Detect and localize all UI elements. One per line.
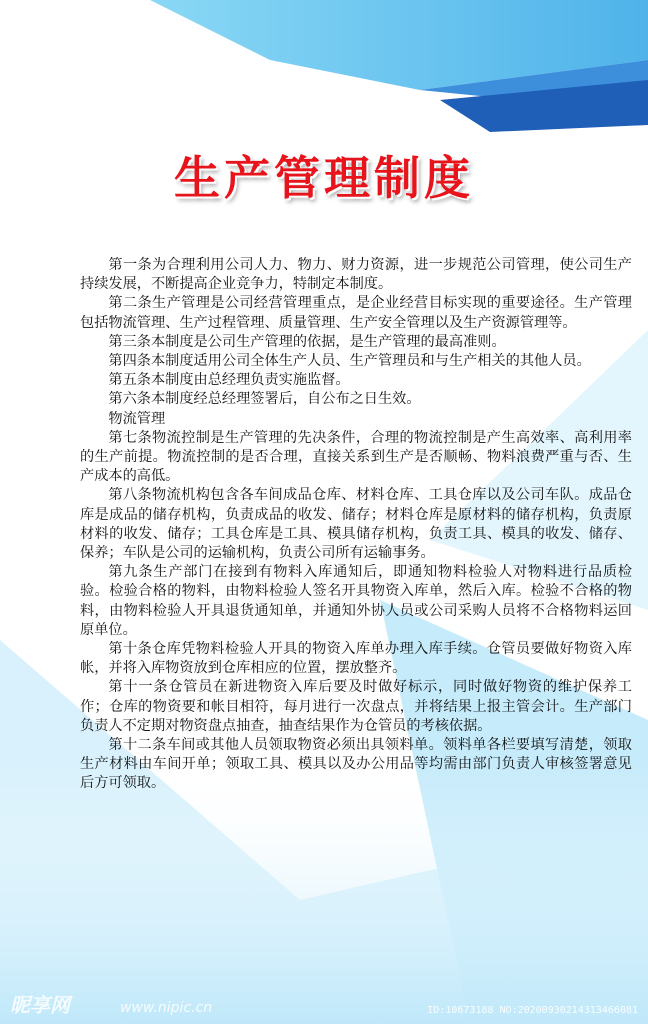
article-7: 第七条物流控制是生产管理的先决条件，合理的物流控制是产生高效率、高利用率的生产前提。物流控制的是否合理，直接关系到生产是否顺畅、物料浪费严重与否、生产成本的高低。 [80, 429, 632, 485]
article-5: 第五条本制度由总经理负责实施监督。 [108, 372, 350, 389]
article-11: 第十一条仓管员在新进物资入库后要及时做好标示，同时做好物资的维护保养工作；仓库的物资要和帐目相符，每月进行一次盘点，并将结果上报主管会计。生产部门负责人不定期对物资盘点抽查，抽查结果作为仓管员的考核依据。 [80, 679, 632, 734]
section-heading-logistics: 物流管理 [108, 410, 166, 427]
page-title: 生产管理制度 [174, 151, 474, 205]
article-10: 第十条仓库凭物料检验人开具的物资入库单办理入库手续。仓管员要做好物资入库帐，并将入库物资放到仓库相应的位置，摆放整齐。 [80, 641, 632, 677]
regulation-body [80, 256, 632, 794]
article-8: 第八条物流机构包含各车间成品仓库、材料仓库、工具仓库以及公司车队。成品仓库是成品的储存机构，负责成品的收发、储存；材料仓库是原材料的储存机构，负责原材料的收发、储存；工具仓库是工具、模具储存机构，负责工具、模具的收发、储存、保养；车队是公司的运输机构，负责公司所有运输事务。 [80, 487, 632, 562]
article-3: 第三条本制度是公司生产管理的依据，是生产管理的最高准则。 [108, 333, 506, 350]
watermark-id: ID:10673188 NO:20200930214313466081 [427, 1005, 638, 1016]
article-2: 第二条生产管理是公司经营管理重点，是企业经营目标实现的重要途径。生产管理包括物流管理、生产过程管理、质量管理、生产安全管理以及生产资源管理等。 [80, 295, 632, 331]
article-6: 第六条本制度经总经理签署后，自公布之日生效。 [108, 391, 421, 408]
article-12: 第十二条车间或其他人员领取物资必须出具领料单。领料单各栏要填写清楚，领取生产材料由车间开单；领取工具、模具以及办公用品等均需由部门负责人审核签署意见后方可领取。 [80, 737, 632, 792]
article-1: 第一条为合理利用公司人力、物力、财力资源，进一步规范公司管理，使公司生产持续发展，不断提高企业竞争力，特制定本制度。 [80, 257, 632, 293]
watermark-url: www.nipic.cn [120, 1000, 213, 1016]
watermark-logo: 昵享网 [10, 993, 70, 1017]
article-4: 第四条本制度适用公司全体生产人员、生产管理员和与生产相关的其他人员。 [108, 353, 591, 370]
article-9: 第九条生产部门在接到有物料入库通知后，即通知物料检验人对物料进行品质检验。检验合格的物料，由物料检验人签名开具物资入库单，然后入库。检验不合格的物料，由物料检验人开具退货通知单，并通知外协人员或公司采购人员将不合格物料运回原单位。 [80, 564, 632, 638]
